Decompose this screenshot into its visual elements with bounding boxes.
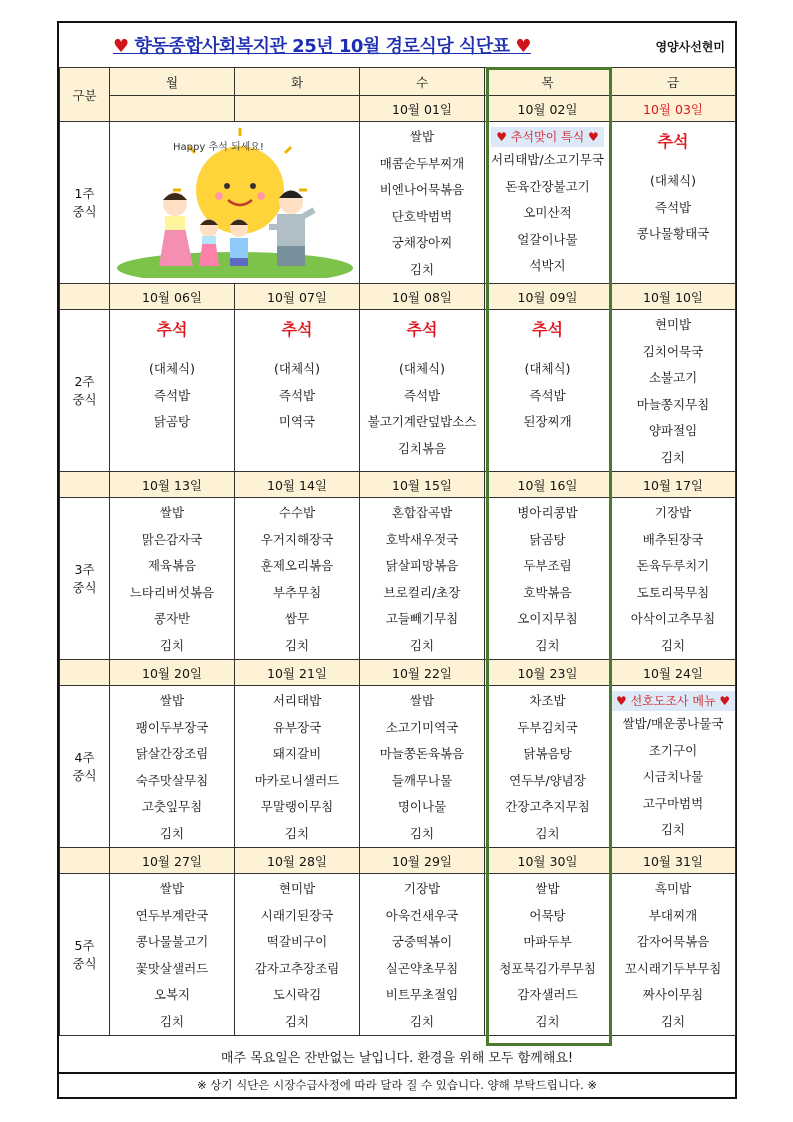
- menu-item: 닭곰탕: [529, 531, 566, 547]
- menu-item: 비엔나어묵볶음: [379, 182, 465, 197]
- date-cell-thu: 10월 30일: [485, 848, 611, 874]
- menu-item: 서리태밥: [272, 693, 322, 708]
- menu-item: 쌀밥: [159, 881, 185, 896]
- menu-item: 아삭이고추무침: [630, 611, 716, 626]
- week-number: 2주: [74, 373, 95, 389]
- menu-item: 김치: [409, 1013, 435, 1029]
- menu-cell-mon: [110, 310, 235, 472]
- date-cell-wed: 10월 22일: [360, 660, 485, 686]
- date-cell-wed: 10월 29일: [360, 848, 485, 874]
- date-cell-tue: 10월 07일: [235, 284, 360, 310]
- meal-row-week-1: [60, 122, 736, 284]
- week-number: 4주: [74, 749, 95, 765]
- chuseok-family-illustration: [115, 128, 355, 278]
- special-menu-badge: ♥ 추석맞이 특식 ♥: [491, 127, 604, 147]
- menu-item: 현미밥: [278, 881, 316, 896]
- menu-item: (대체식): [650, 173, 696, 188]
- menu-item: 병아리콩밥: [517, 505, 578, 520]
- holiday-label: 추석: [657, 132, 689, 151]
- meal-type: 중식: [72, 203, 97, 219]
- gubun-header: 구분: [60, 68, 110, 122]
- day-header-thu: 목: [485, 68, 611, 96]
- page-title: ♥ 향동종합사회복지관 25년 10월 경로식당 식단표 ♥: [113, 36, 531, 57]
- menu-item: 오이지무침: [517, 611, 578, 626]
- menu-cell-mon: [110, 686, 235, 848]
- week-label: [60, 498, 110, 660]
- meal-row-week-4: [60, 686, 736, 848]
- menu-item: 김치볶음: [397, 440, 447, 456]
- menu-item: 떡갈비구이: [266, 934, 328, 949]
- date-cell-fri: 10월 31일: [611, 848, 736, 874]
- holiday-spacer: [611, 160, 735, 168]
- menu-item: 콩나물불고기: [135, 934, 209, 949]
- menu-cell-mon: [110, 874, 235, 1036]
- menu-item: 소불고기: [648, 370, 698, 385]
- menu-item: 유부장국: [272, 719, 322, 735]
- menu-item: 콩자반: [153, 611, 191, 626]
- date-cell-tue: 10월 28일: [235, 848, 360, 874]
- menu-item: 닭살피망볶음: [385, 558, 459, 573]
- menu-item: 부추무침: [272, 584, 322, 600]
- menu-item: 쌀밥: [159, 505, 185, 520]
- date-row-spacer: [60, 284, 110, 310]
- heart-icon: ♥: [113, 36, 129, 57]
- meal-type: 중식: [72, 767, 97, 783]
- menu-item: 콩나물황태국: [636, 226, 710, 241]
- day-header-fri: 금: [611, 68, 736, 96]
- menu-item: 김치: [159, 1013, 185, 1029]
- menu-item: 즉석밥: [278, 387, 316, 403]
- menu-item: 오복지: [153, 987, 191, 1002]
- menu-item: 조기구이: [648, 742, 698, 758]
- menu-item: 마카로니샐러드: [254, 772, 340, 788]
- menu-item: 김치: [284, 825, 310, 841]
- menu-item: 연두부계란국: [135, 907, 209, 923]
- chuseok-illustration-cell: [110, 122, 360, 284]
- menu-table-body: [60, 68, 736, 1036]
- meal-row-week-3: [60, 498, 736, 660]
- date-cell-wed: 10월 15일: [360, 472, 485, 498]
- menu-item: 짜사이무침: [642, 987, 704, 1002]
- menu-item: 제육볶음: [147, 558, 197, 573]
- menu-cell-fri: [611, 122, 736, 284]
- menu-cell-tue: [235, 874, 360, 1036]
- menu-item: 김치어묵국: [642, 343, 704, 359]
- menu-item: 감자고추장조림: [254, 960, 340, 976]
- menu-item: 아욱건새우국: [385, 907, 459, 923]
- menu-item: 석박지: [529, 258, 566, 273]
- menu-item: 시금치나물: [642, 769, 704, 784]
- menu-cell-fri: [611, 874, 736, 1036]
- menu-item: 된장찌개: [523, 414, 572, 429]
- menu-item: 고춧잎무침: [141, 799, 203, 814]
- menu-item: 김치: [409, 637, 435, 653]
- day-header-wed: 수: [360, 68, 485, 96]
- holiday-spacer: [360, 348, 484, 356]
- menu-item: (대체식): [149, 361, 195, 376]
- menu-item: 궁중떡볶이: [391, 934, 453, 949]
- menu-item: 배추된장국: [642, 531, 704, 547]
- date-cell-mon: 10월 13일: [110, 472, 235, 498]
- date-cell-fri: 10월 10일: [611, 284, 736, 310]
- menu-cell-wed: [360, 874, 485, 1036]
- date-row: [60, 848, 736, 874]
- menu-item: 김치: [535, 1013, 560, 1029]
- week-label: [60, 874, 110, 1036]
- menu-item: 김치: [284, 637, 310, 653]
- weekday-header-row: [60, 68, 736, 96]
- menu-item: (대체식): [524, 361, 571, 376]
- meal-row-week-2: [60, 310, 736, 472]
- menu-item: 김치: [159, 825, 185, 841]
- menu-item: 돈육두루치기: [636, 558, 710, 573]
- menu-item: 팽이두부장국: [135, 719, 209, 735]
- meal-type: 중식: [72, 579, 97, 595]
- menu-item: 맑은감자국: [141, 531, 203, 547]
- meal-type: 중식: [72, 391, 97, 407]
- menu-item: 김치: [660, 449, 686, 465]
- menu-item: 명이나물: [397, 799, 447, 814]
- date-cell-fri: 10월 03일: [611, 96, 736, 122]
- menu-item: 마늘쫑지무침: [636, 396, 710, 412]
- menu-cell-thu: [485, 874, 611, 1036]
- menu-item: 돼지갈비: [272, 746, 322, 761]
- menu-item: 미역국: [278, 414, 316, 429]
- menu-cell-thu: [485, 498, 611, 660]
- menu-item: 부대찌개: [648, 907, 698, 923]
- week-label: [60, 122, 110, 284]
- menu-cell-wed: [360, 686, 485, 848]
- menu-item: 쌀밥/매운콩나물국: [622, 716, 724, 731]
- menu-cell-wed: [360, 498, 485, 660]
- menu-item: 마늘쫑돈육볶음: [379, 746, 465, 761]
- menu-item: 쌀밥: [159, 693, 185, 708]
- menu-cell-thu: [485, 686, 611, 848]
- menu-item: 들깨무나물: [391, 772, 453, 788]
- menu-item: 수수밥: [278, 505, 316, 520]
- date-cell-fri: 10월 24일: [611, 660, 736, 686]
- holiday-spacer: [110, 348, 234, 356]
- menu-item: (대체식): [274, 361, 320, 376]
- week-label: [60, 310, 110, 472]
- menu-item: 실곤약초무침: [385, 960, 459, 976]
- menu-item: 오미산적: [523, 205, 572, 220]
- menu-item: 서리태밥/소고기무국: [491, 152, 604, 167]
- date-cell-fri: 10월 17일: [611, 472, 736, 498]
- date-cell-mon: [110, 96, 235, 122]
- menu-item: 즉석밥: [403, 387, 441, 403]
- menu-item: 간장고추지무침: [505, 799, 590, 814]
- date-cell-wed: 10월 01일: [360, 96, 485, 122]
- menu-page: [57, 21, 737, 1099]
- menu-item: 도시락김: [272, 987, 322, 1002]
- menu-item: 두부김치국: [517, 719, 578, 735]
- menu-item: 김치: [159, 637, 185, 653]
- menu-cell-fri: [611, 310, 736, 472]
- menu-item: 김치: [660, 637, 686, 653]
- menu-item: 쌀밥: [409, 129, 435, 144]
- menu-cell-thu: [485, 310, 611, 472]
- menu-cell-thu: [485, 122, 611, 284]
- menu-item: 비트무초절임: [385, 987, 459, 1002]
- holiday-label: 추석: [406, 320, 438, 339]
- menu-item: 느타리버섯볶음: [129, 584, 215, 600]
- holiday-label: 추석: [532, 320, 563, 339]
- date-row: [60, 660, 736, 686]
- menu-item: 김치: [660, 822, 686, 837]
- menu-item: 김치: [284, 1013, 310, 1029]
- holiday-label: 추석: [156, 320, 188, 339]
- menu-item: 불고기계란덮밥소스: [367, 414, 477, 429]
- menu-item: 연두부/양념장: [509, 772, 586, 788]
- menu-cell-tue: [235, 686, 360, 848]
- menu-item: 혼합잡곡밥: [391, 505, 453, 520]
- menu-table: [59, 67, 736, 1036]
- menu-item: 얼갈이나물: [517, 231, 578, 247]
- menu-item: 감자어묵볶음: [636, 934, 710, 949]
- menu-item: 돈육간장불고기: [505, 178, 590, 194]
- menu-item: 시래기된장국: [260, 907, 334, 923]
- meal-row-week-5: [60, 874, 736, 1036]
- menu-item: 두부조림: [523, 558, 572, 573]
- menu-item: 닭곰탕: [153, 414, 191, 429]
- menu-item: 기장밥: [403, 881, 441, 896]
- menu-item: 호박볶음: [523, 584, 572, 600]
- menu-item: 김치: [409, 825, 435, 841]
- menu-item: 김치: [535, 825, 560, 841]
- menu-cell-fri: [611, 498, 736, 660]
- menu-cell-fri: [611, 686, 736, 848]
- menu-cell-wed: [360, 122, 485, 284]
- menu-item: (대체식): [399, 361, 445, 376]
- menu-item: 어묵탕: [529, 907, 566, 923]
- menu-item: 쌀밥: [535, 881, 560, 896]
- menu-item: 쌈무: [284, 611, 310, 626]
- menu-item: 즉석밥: [529, 387, 566, 403]
- date-cell-thu: 10월 02일: [485, 96, 611, 122]
- holiday-label: 추석: [281, 320, 313, 339]
- menu-cell-tue: [235, 310, 360, 472]
- menu-item: 쌀밥: [409, 693, 435, 708]
- menu-item: 소고기미역국: [385, 719, 459, 735]
- menu-item: 숙주맛살무침: [135, 772, 209, 788]
- date-cell-mon: 10월 06일: [110, 284, 235, 310]
- menu-item: 양파절임: [648, 423, 698, 438]
- menu-item: 브로컬리/초장: [383, 584, 461, 600]
- illustration-greeting: Happy 추석 되세요!: [172, 141, 264, 153]
- menu-item: 김치: [535, 637, 560, 653]
- menu-item: 기장밥: [654, 505, 692, 520]
- date-cell-tue: 10월 14일: [235, 472, 360, 498]
- notice-no-leftovers: 매주 목요일은 잔반없는 날입니다. 환경을 위해 모두 함께해요!: [59, 1046, 735, 1074]
- menu-item: 감자샐러드: [517, 987, 578, 1002]
- holiday-spacer: [485, 348, 610, 356]
- date-row: [60, 284, 736, 310]
- date-cell-mon: 10월 20일: [110, 660, 235, 686]
- date-cell-wed: 10월 08일: [360, 284, 485, 310]
- date-cell-tue: 10월 21일: [235, 660, 360, 686]
- dietitian-name: 영양사선현미: [655, 40, 725, 54]
- menu-item: 고들빼기무침: [385, 611, 459, 626]
- day-header-tue: 화: [235, 68, 360, 96]
- menu-item: 훈제오리볶음: [260, 558, 334, 573]
- heart-icon: ♥: [515, 36, 531, 57]
- menu-item: 궁채장아찌: [391, 235, 453, 250]
- menu-cell-tue: [235, 498, 360, 660]
- menu-item: 청포묵김가루무침: [499, 960, 596, 976]
- week-number: 1주: [74, 185, 95, 201]
- menu-item: 매콤순두부찌개: [379, 155, 465, 171]
- date-row-spacer: [60, 848, 110, 874]
- menu-item: 즉석밥: [654, 199, 692, 215]
- holiday-spacer: [235, 348, 359, 356]
- menu-cell-wed: [360, 310, 485, 472]
- meal-type: 중식: [72, 955, 97, 971]
- menu-item: 고구마범벅: [642, 795, 704, 811]
- date-cell-thu: 10월 09일: [485, 284, 611, 310]
- menu-cell-mon: [110, 498, 235, 660]
- menu-item: 닭살간장조림: [135, 746, 209, 761]
- menu-item: 김치: [660, 1013, 686, 1029]
- menu-item: 우거지해장국: [260, 531, 334, 547]
- date-row-spacer: [60, 660, 110, 686]
- menu-item: 도토리묵무침: [636, 584, 710, 600]
- date-row-spacer: [60, 472, 110, 498]
- menu-item: 꼬시래기두부무침: [624, 960, 722, 976]
- menu-item: 흑미밥: [654, 881, 692, 896]
- date-cell-tue: [235, 96, 360, 122]
- menu-item: 현미밥: [654, 317, 692, 332]
- menu-item: 꽃맛살샐러드: [135, 960, 209, 976]
- week-number: 3주: [74, 561, 95, 577]
- menu-item: 즉석밥: [153, 387, 191, 403]
- date-cell-thu: 10월 23일: [485, 660, 611, 686]
- menu-item: 차조밥: [529, 693, 566, 708]
- title-row: [59, 23, 735, 69]
- week-number: 5주: [74, 937, 95, 953]
- menu-item: 닭볶음탕: [523, 746, 572, 761]
- special-menu-badge: ♥ 선호도조사 메뉴 ♥: [611, 691, 735, 711]
- day-header-mon: 월: [110, 68, 235, 96]
- week-label: [60, 686, 110, 848]
- date-row: [60, 96, 736, 122]
- menu-item: 마파두부: [523, 934, 572, 949]
- menu-item: 호박새우젓국: [385, 531, 459, 547]
- date-row: [60, 472, 736, 498]
- date-cell-mon: 10월 27일: [110, 848, 235, 874]
- menu-item: 단호박범벅: [391, 208, 453, 224]
- date-cell-thu: 10월 16일: [485, 472, 611, 498]
- notice-disclaimer: ※ 상기 식단은 시장수급사정에 따라 달라 질 수 있습니다. 양해 부탁드립니다. ※: [196, 1078, 598, 1092]
- menu-item: 김치: [409, 261, 435, 277]
- menu-item: 무말랭이무침: [260, 799, 334, 814]
